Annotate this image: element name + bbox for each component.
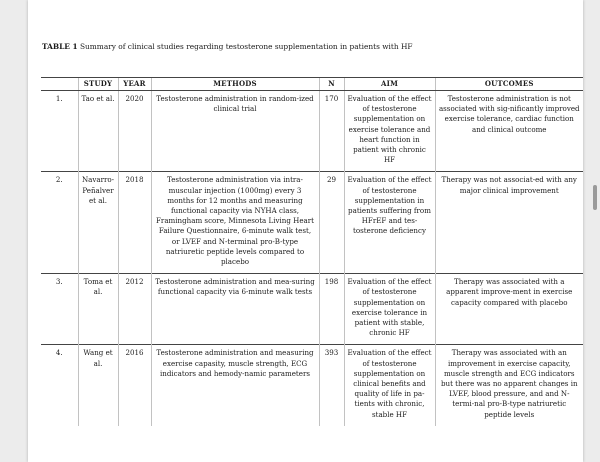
cell-year: 2016: [118, 345, 151, 426]
cell-aim: Evaluation of the effect of testosterone supplementation on exercise tolerance in patient with stable, chronic HF: [344, 274, 435, 345]
cell-year: 2018: [118, 172, 151, 274]
cell-year: 2020: [118, 91, 151, 172]
cell-methods: Testosterone administration and measuring exercise capasity, muscle strength, ECG indicators and hemody-namic parameters: [151, 345, 319, 426]
document-page: [28, 0, 583, 462]
header-aim: AIM: [344, 78, 435, 91]
cell-aim: Evaluation of the effect of testosterone supplementation in patients suffering from HFrEF and tes-tosterone deficiency: [344, 172, 435, 274]
cell-num: 1.: [55, 94, 63, 103]
cell-aim: Evaluation of the effect of testosterone supplementation on clinical benefits and quality of life in pa-tients with chronic, stable HF: [344, 345, 435, 426]
cell-outcomes: Therapy was associated with an improvement in exercise capacity, muscle strength and ECG indicators but there was no apparent changes in LVEF, blood pressure, and and N-termi-nal pro-B-type natriuretic peptide levels: [435, 345, 583, 426]
cell-methods: Testosterone administration via intra-muscular injection (1000mg) every 3 months for 12 months and measuring functional capacity via NYHA class, Framingham score, Minnesota Living Heart Failure Questionnaire, 6-minute walk test, or LVEF and N-terminal pro-B-type natriuretic peptide levels compared to placebo: [151, 172, 319, 274]
cell-study: Navarro-Peñalver et al.: [78, 172, 118, 274]
table-row: [41, 91, 583, 172]
scrollbar-thumb[interactable]: [593, 185, 597, 210]
cell-study: Wang et al.: [78, 345, 118, 426]
vertical-scrollbar[interactable]: [590, 0, 600, 462]
table-row: [41, 345, 583, 426]
header-n: N: [319, 78, 344, 91]
cell-n: 393: [319, 345, 344, 426]
cell-year: 2012: [118, 274, 151, 345]
table-caption: [42, 42, 413, 51]
header-outcomes: OUTCOMES: [435, 78, 583, 91]
header-year: YEAR: [118, 78, 151, 91]
header-num: [41, 78, 78, 91]
cell-n: 170: [319, 91, 344, 172]
table-caption-label: TABLE 1: [42, 42, 78, 51]
header-study: STUDY: [78, 78, 118, 91]
cell-study: Tao et al.: [78, 91, 118, 172]
cell-outcomes: Testosterone administration is not associated with sig-nificantly improved exercise tolerance, cardiac function and clinical outcome: [435, 91, 583, 172]
cell-outcomes: Therapy was not associat-ed with any major clinical improvement: [435, 172, 583, 274]
cell-methods: Testosterone administration in random-ized clinical trial: [151, 91, 319, 172]
table-row: [41, 274, 583, 345]
cell-n: 198: [319, 274, 344, 345]
cell-outcomes: Therapy was associated with a apparent improve-ment in exercise capacity compared with placebo: [435, 274, 583, 345]
cell-num: 4.: [41, 345, 78, 426]
cell-n: 29: [319, 172, 344, 274]
header-methods: METHODS: [151, 78, 319, 91]
table-row: [41, 172, 583, 274]
table-caption-text: Summary of clinical studies regarding testosterone supplementation in patients with HF: [77, 42, 413, 51]
cell-study: Toma et al.: [78, 274, 118, 345]
clinical-studies-table: [41, 77, 583, 426]
cell-aim: Evaluation of the effect of testosterone supplementation on exercise tolerance and heart function in patient with chronic HF: [344, 91, 435, 172]
cell-num: 2.: [41, 172, 78, 274]
table-header-row: [41, 78, 583, 91]
cell-methods: Testosterone administration and mea-suring functional capacity via 6-minute walk tests: [151, 274, 319, 345]
cell-num: 3.: [41, 274, 78, 345]
